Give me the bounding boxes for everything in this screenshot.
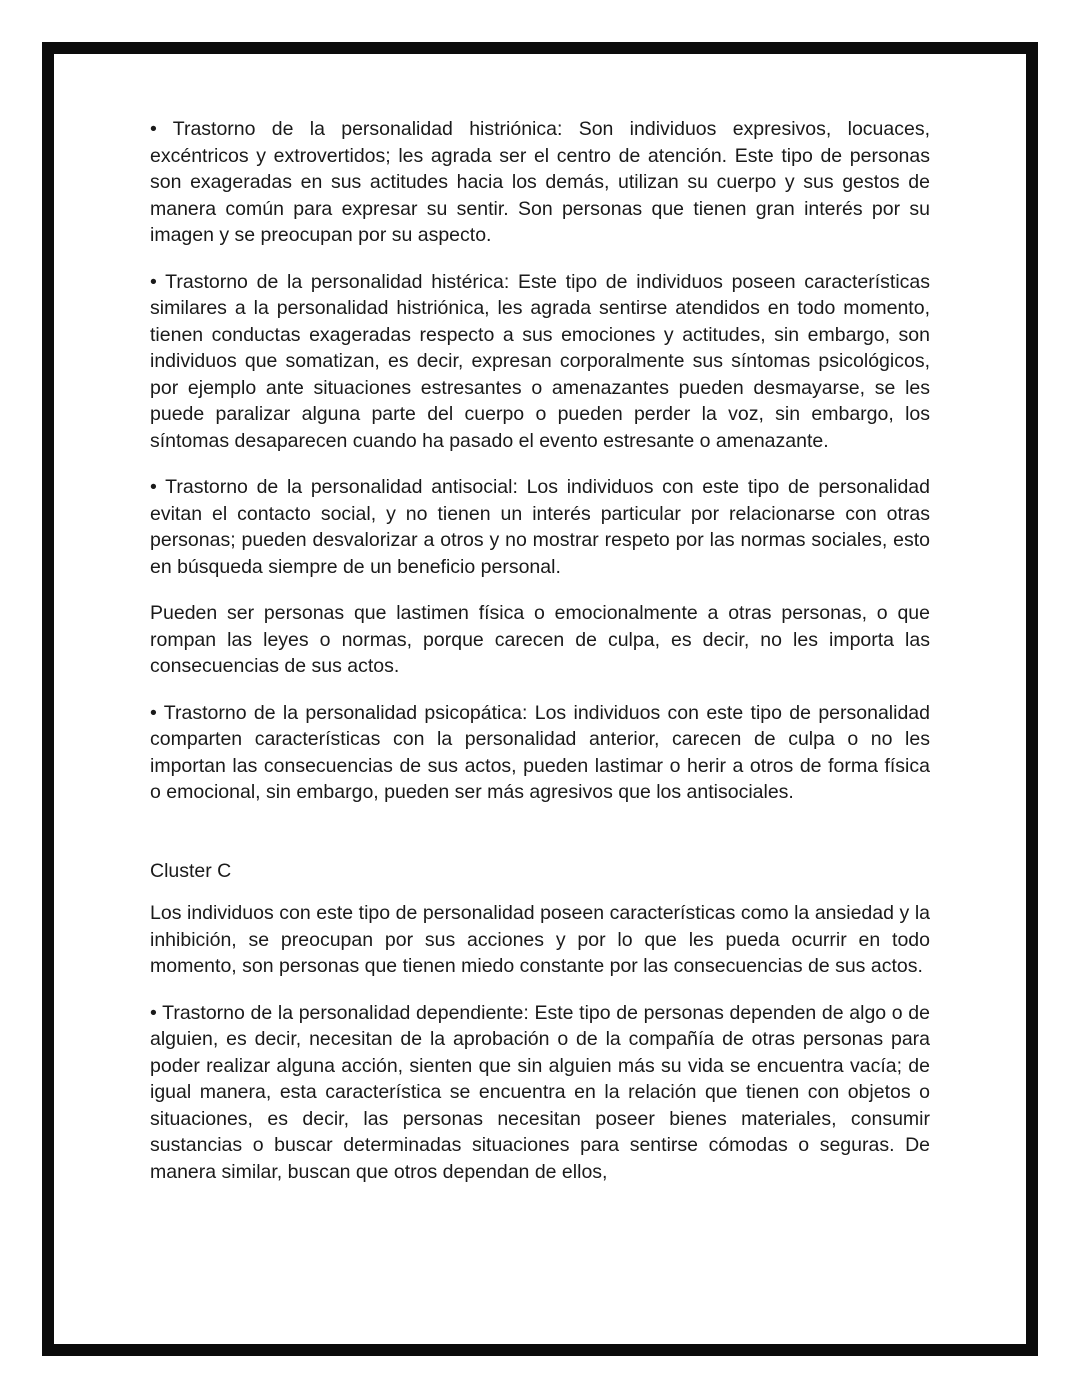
bullet-psychopathic-personality-paragraph: • Trastorno de la personalidad psicopática: Los individuos con este tipo de personalidad comparten características con la personalidad anterior, carecen de culpa o no les importan las consecuencias de sus actos, pueden lastimar o herir a otros de forma física o emocional, sin embargo, pueden ser más agresivos que los antisociales. bbox=[150, 701, 930, 803]
bullet-hysterical-personality-paragraph: • Trastorno de la personalidad histérica: Este tipo de individuos poseen características similares a la personalidad histriónica, les agrada sentirse atendidos en todo momento, tienen conductas exageradas respecto a sus emociones y actitudes, sin embargo, son individuos que somatizan, es decir, expresan corporalmente sus síntomas psicológicos, por ejemplo ante situaciones estresantes o amenazantes pueden desmayarse, se les puede paralizar alguna parte del cuerpo o pueden perder la voz, sin embargo, los síntomas desaparecen cuando ha pasado el evento estresante o amenazante. bbox=[150, 270, 930, 452]
bullet-dependent-personality-paragraph: • Trastorno de la personalidad dependiente: Este tipo de personas dependen de algo o de alguien, es decir, necesitan de la aprobación o de la compañía de otras personas para poder realizar alguna acción, sienten que sin alguien más su vida se encuentra vacía; de igual manera, esta característica se encuentra en la relación que tienen con objetos o situaciones, es decir, las personas necesitan poseer bienes materiales, consumir sustancias o buscar determinadas situaciones para sentirse cómodas o seguras. De manera similar, buscan que otros dependan de ellos, bbox=[150, 1001, 930, 1183]
cluster-c-heading: Cluster C bbox=[150, 859, 232, 882]
bullet-histrionic-personality-paragraph: • Trastorno de la personalidad histriónica: Son individuos expresivos, locuaces, excéntricos y extrovertidos; les agrada ser el centro de atención. Este tipo de personas son exageradas en sus actitudes hacia los demás, utilizan su cuerpo y sus gestos de manera común para expresar su sentir. Son personas que tienen gran interés por su imagen y se preocupan por su aspecto. bbox=[150, 118, 930, 246]
document-content bbox=[54, 54, 1026, 1344]
antisocial-continuation-paragraph: Pueden ser personas que lastimen física o emocionalmente a otras personas, o que rompan las leyes o normas, porque carecen de culpa, es decir, no les importa las consecuencias de sus actos. bbox=[150, 602, 930, 677]
page-frame bbox=[42, 42, 1038, 1356]
cluster-c-intro-paragraph: Los individuos con este tipo de personalidad poseen características como la ansiedad y la inhibición, se preocupan por sus acciones y por lo que les pueda ocurrir en todo momento, son personas que tienen miedo constante por las consecuencias de sus actos. bbox=[150, 902, 930, 977]
bullet-antisocial-personality-paragraph: • Trastorno de la personalidad antisocial: Los individuos con este tipo de personalidad evitan el contacto social, y no tienen un interés particular por relacionarse con otras personas; pueden desvalorizar a otros y no mostrar respeto por las normas sociales, esto en búsqueda siempre de un beneficio personal. bbox=[150, 476, 930, 578]
